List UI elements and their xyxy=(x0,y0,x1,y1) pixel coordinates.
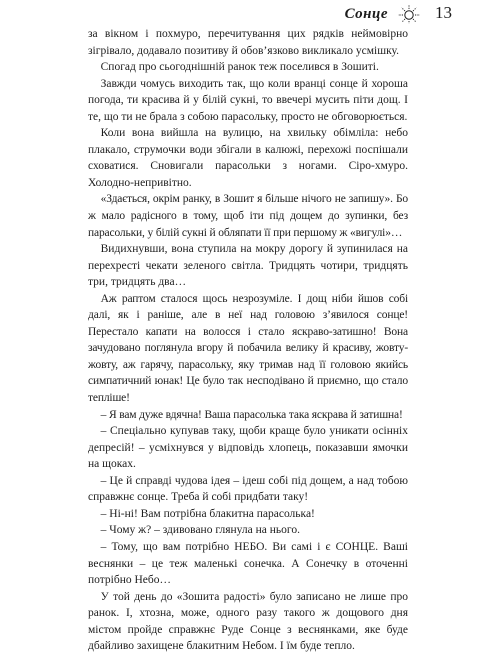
paragraph: Завжди чомусь виходить так, що коли вранці сонце й хороша погода, ти красива й у білій сукні, то ввечері мусить піти дощ. І те, що ти не брала з собою парасольку, просто не обговорюється. xyxy=(88,77,408,123)
running-head-title: Сонце xyxy=(344,5,388,22)
dialogue-line: – Ні-ні! Вам потрібна блакитна парасолька! xyxy=(100,507,315,520)
dialogue-line: – Чому ж? – здивовано глянула на нього. xyxy=(100,524,300,537)
paragraph: «Здається, окрім ранку, в Зошит я більше нічого не запишу». Бо ж мало радісного в тому, щоб іти під дощем до зупинки, без парасольки, у білій сукні й обляпати її при першому ж «вигулі»… xyxy=(88,193,408,239)
paragraph: Спогад про сьогоднішній ранок теж поселився в Зошиті. xyxy=(100,61,379,74)
dialogue-line: – Я вам дуже вдячна! Ваша парасолька така яскрава й затишна! xyxy=(100,408,403,421)
paragraph: Коли вона вийшла на вулицю, на хвильку обімліла: небо плакало, струмочки води збігали в калюжі, перехожі поспішали сховатися. Сновигали парасольки з ногами. Сіро-хмуро. Холодно-непривітно. xyxy=(88,127,408,189)
paragraph: Аж раптом сталося щось незрозуміле. І дощ ніби йшов собі далі, як і раніше, але в неї над головою з’явилося сонце! Перестало капати на волосся і стало яскраво-затишно! Вона зачудовано поглянула вгору й побачила велику й красиву, жовту-жовту, аж гарячу, парасольку, яку тримав над її головою якийсь симпатичний юнак! Це було так несподівано й приємно, що стало тепліше! xyxy=(88,292,408,405)
dialogue-line: – Тому, що вам потрібно НЕБО. Ви самі і є СОНЦЕ. Ваші веснянки – це теж маленькі сонечка. А Сонечку в оточенні потрібно Небо… xyxy=(88,540,408,587)
paragraph: Видихнувши, вона ступила на мокру дорогу й зупинилася на перехресті чекати зеленого світла. Тридцять чотири, тридцять три, тридцять два… xyxy=(88,243,408,289)
paragraph: за вікном і похмуро, перечитування цих рядків неймовірно зігрівало, додавало позитиву й обов’язково викликало усмішку. xyxy=(88,28,408,57)
dialogue-line: – Спеціально купував таку, щоби краще було уникати осінніх депресій! – усміхнувся у відповідь хлопець, показавши ямочки на щоках. xyxy=(88,425,408,471)
paragraph: У той день до «Зошита радості» було записано не лише про ранок. І, хтозна, може, одного разу такого ж дощового дня містом пройде справжнє Руде Сонце з веснянками, яке буде дбайливо захищене блакитним Небом. І їм буде тепло. xyxy=(88,590,408,653)
sun-icon xyxy=(396,4,422,24)
body-text xyxy=(88,26,408,655)
page-number: 13 xyxy=(435,3,452,22)
dialogue-line: – Це й справді чудова ідея – ідеш собі під дощем, а над тобою справжнє сонце. Треба й собі придбати таку! xyxy=(88,474,408,504)
running-head xyxy=(345,4,422,24)
